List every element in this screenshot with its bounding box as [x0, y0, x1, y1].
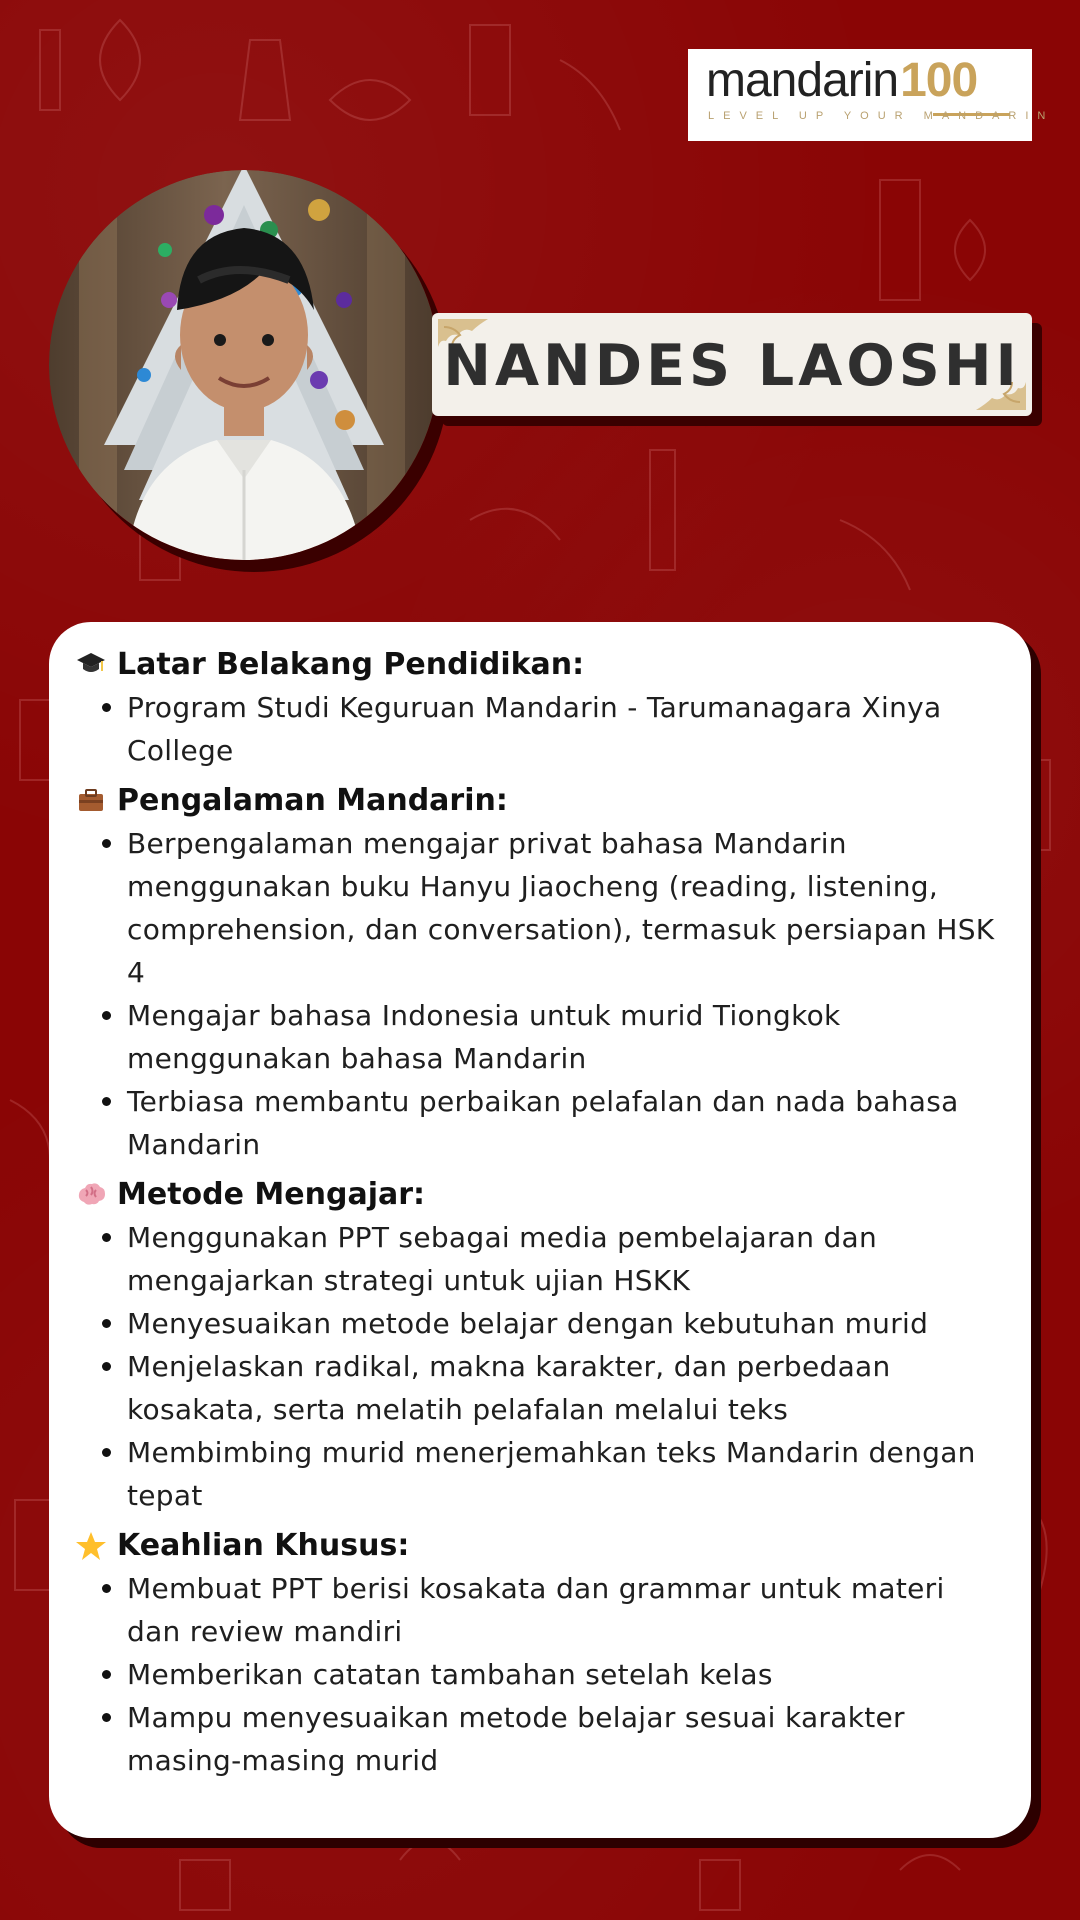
brain-icon: [75, 1179, 107, 1211]
briefcase-icon: [75, 785, 107, 817]
special-skills-list: [75, 1567, 1005, 1782]
brand-logo: [688, 49, 1055, 141]
teaching-method-section: [75, 1174, 1005, 1517]
education-section: [75, 644, 1005, 772]
logo-tagline: LEVEL UP YOUR MANDARIN: [708, 110, 1055, 122]
teacher-name: NANDES LAOSHI: [443, 333, 1021, 399]
list-item: • Memberikan catatan tambahan setelah kelas: [127, 1653, 1005, 1696]
list-item: • Menjelaskan radikal, makna karakter, dan perbedaan kosakata, serta melatih pelafalan melalui teks: [127, 1345, 1005, 1431]
special-skills-title: Keahlian Khusus:: [117, 1528, 410, 1563]
list-item: • Mampu menyesuaikan metode belajar sesuai karakter masing-masing murid: [127, 1696, 1005, 1782]
teaching-method-list: [75, 1216, 1005, 1517]
experience-title: Pengalaman Mandarin:: [117, 783, 508, 818]
list-item: • Menyesuaikan metode belajar dengan kebutuhan murid: [127, 1302, 1005, 1345]
list-item: • Mengajar bahasa Indonesia untuk murid Tiongkok menggunakan bahasa Mandarin: [127, 994, 1005, 1080]
experience-section: [75, 780, 1005, 1166]
list-item: • Terbiasa membantu perbaikan pelafalan dan nada bahasa Mandarin: [127, 1080, 1005, 1166]
list-item: • Membimbing murid menerjemahkan teks Mandarin dengan tepat: [127, 1431, 1005, 1517]
list-item: • Membuat PPT berisi kosakata dan grammar untuk materi dan review mandiri: [127, 1567, 1005, 1653]
education-list: [75, 686, 1005, 772]
experience-heading: [75, 780, 1005, 822]
logo-number: 100: [900, 54, 978, 107]
teaching-method-title: Metode Mengajar:: [117, 1177, 426, 1212]
list-item: • Berpengalaman mengajar privat bahasa Mandarin menggunakan buku Hanyu Jiaocheng (reading, listening, comprehension, dan conversation), termasuk persiapan HSK 4: [127, 822, 1005, 994]
profile-photo: [49, 170, 439, 560]
profile-photo-illustration: [49, 170, 439, 560]
teaching-method-heading: [75, 1174, 1005, 1216]
star-icon: [75, 1530, 107, 1562]
profile-card: [49, 622, 1031, 1838]
logo-wordmark: [706, 54, 978, 107]
education-heading: [75, 644, 1005, 686]
list-item: • Program Studi Keguruan Mandarin - Tarumanagara Xinya College: [127, 686, 1005, 772]
special-skills-section: [75, 1525, 1005, 1782]
list-item: • Menggunakan PPT sebagai media pembelajaran dan mengajarkan strategi untuk ujian HSKK: [127, 1216, 1005, 1302]
special-skills-heading: [75, 1525, 1005, 1567]
experience-list: [75, 822, 1005, 1166]
logo-text: mandarin: [706, 54, 899, 107]
name-banner: [432, 313, 1032, 416]
graduation-cap-icon: [75, 649, 107, 681]
education-title: Latar Belakang Pendidikan:: [117, 647, 585, 682]
